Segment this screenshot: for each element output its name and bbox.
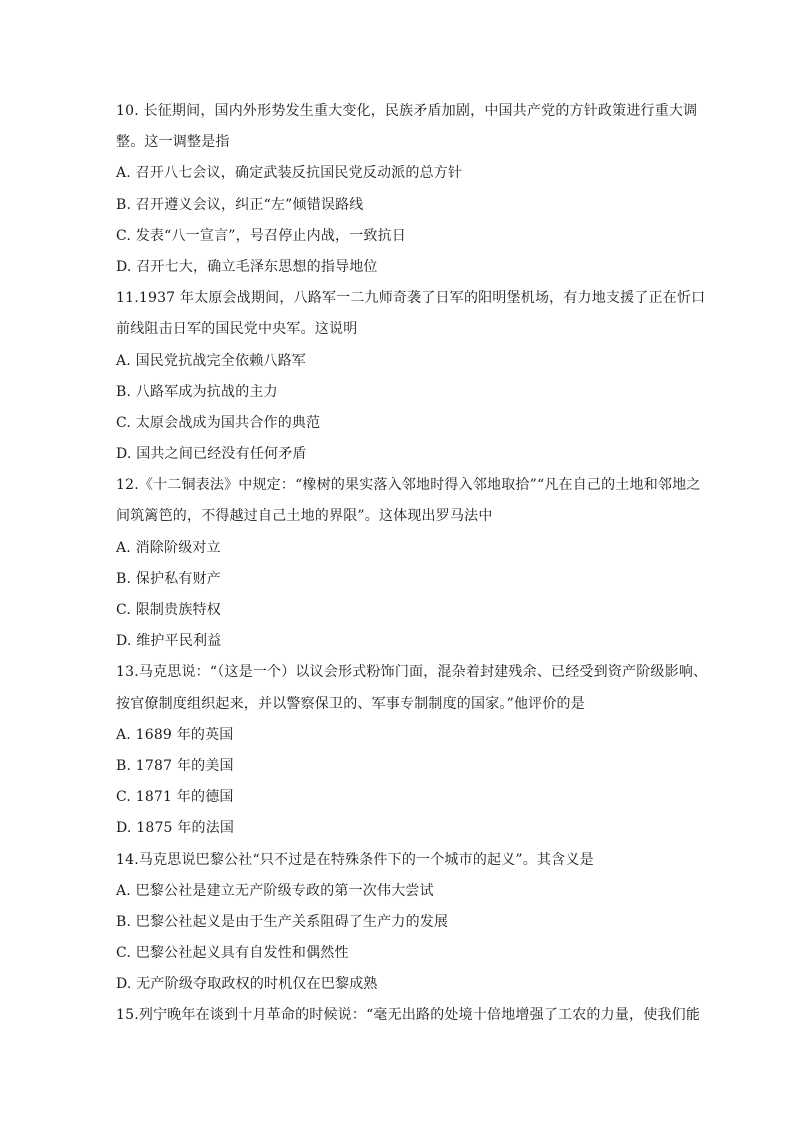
option-d: D. 无产阶级夺取政权的时机仅在巴黎成熟 <box>116 976 378 993</box>
question-11 <box>116 283 706 470</box>
option-b: B. 巴黎公社起义是由于生产关系阻碍了生产力的发展 <box>116 913 449 930</box>
question-13 <box>116 657 708 844</box>
option-d: D. 1875 年的法国 <box>116 820 235 837</box>
question-stem-line: 间筑篱笆的，不得越过自己土地的界限”。这体现出罗马法中 <box>116 508 493 525</box>
option-a: A. 消除阶级对立 <box>116 539 221 556</box>
question-stem-line: 10. 长征期间，国内外形势发生重大变化，民族矛盾加剧，中国共产党的方针政策进行重大调 <box>116 103 698 119</box>
question-stem-line: 前线阻击日军的国民党中央军。这说明 <box>116 321 358 338</box>
question-stem-line: 按官僚制度组织起来，并以警察保卫的、军事专制制度的国家。”他评价的是 <box>116 695 585 712</box>
option-a: A. 国民党抗战完全依赖八路军 <box>116 352 307 369</box>
option-c: C. 太原会战成为国共合作的典范 <box>116 414 321 431</box>
question-stem-line: 11.1937 年太原会战期间，八路军一二九师奇袭了日军的阳明堡机场，有力地支援了正在忻口 <box>116 290 706 307</box>
question-stem-line: 12.《十二铜表法》中规定：“橡树的果实落入邻地时得入邻地取拾”“凡在自己的土地和邻地之 <box>116 477 701 494</box>
exam-page <box>116 96 708 1032</box>
option-d: D. 国共之间已经没有任何矛盾 <box>116 446 307 463</box>
question-stem-line: 整。这一调整是指 <box>116 134 230 151</box>
option-b: B. 1787 年的美国 <box>116 757 234 774</box>
question-10 <box>116 96 698 283</box>
question-stem-line: 13.马克思说：“（这是一个）以议会形式粉饰门面，混杂着封建残余、已经受到资产阶级影响、 <box>116 664 708 681</box>
option-c: C. 1871 年的德国 <box>116 789 234 806</box>
option-a: A. 巴黎公社是建立无产阶级专政的第一次伟大尝试 <box>116 882 434 899</box>
question-14 <box>116 845 686 1001</box>
option-b: B. 召开遵义会议，纠正“左”倾错误路线 <box>116 196 364 213</box>
question-12 <box>116 470 701 657</box>
option-b: B. 八路军成为抗战的主力 <box>116 383 278 400</box>
option-c: C. 巴黎公社起义具有自发性和偶然性 <box>116 945 349 962</box>
option-c: C. 限制贵族特权 <box>116 602 221 618</box>
option-c: C. 发表“八一宣言”，号召停止内战，一致抗日 <box>116 227 407 244</box>
option-a: A. 召开八七会议，确定武装反抗国民党反动派的总方针 <box>116 165 463 182</box>
question-stem-line: 15.列宁晚年在谈到十月革命的时候说：“毫无出路的处境十倍地增强了工农的力量，使我们能 <box>116 1007 701 1024</box>
question-15 <box>116 1000 701 1031</box>
option-a: A. 1689 年的英国 <box>116 726 234 743</box>
question-stem-line: 14.马克思说巴黎公社“只不过是在特殊条件下的一个城市的起义”。其含义是 <box>116 851 594 868</box>
option-d: D. 召开七大，确立毛泽东思想的指导地位 <box>116 258 378 275</box>
option-d: D. 维护平民利益 <box>116 633 222 650</box>
option-b: B. 保护私有财产 <box>116 570 221 587</box>
